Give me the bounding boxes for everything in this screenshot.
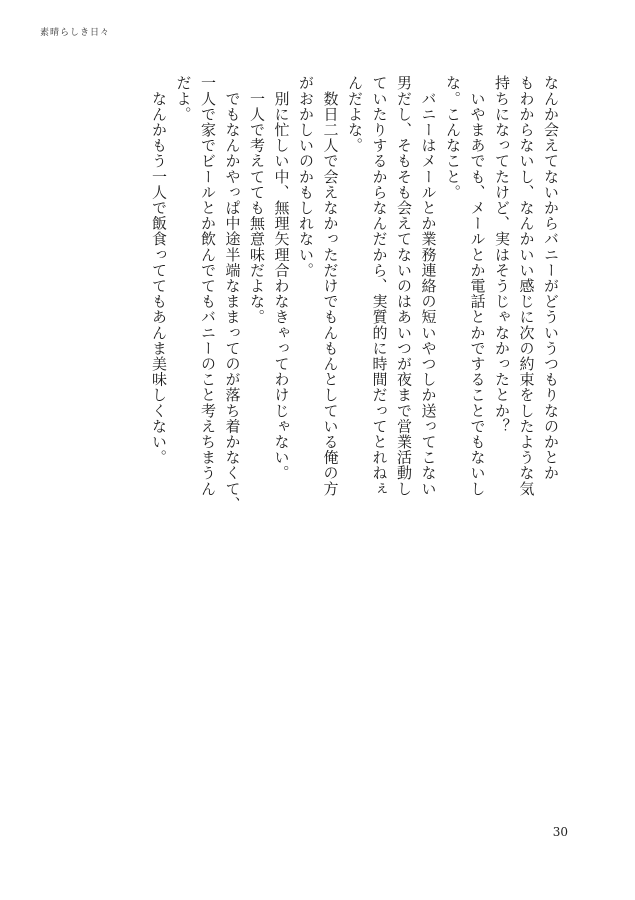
text-line: でもなんかやっぱ中途半端なままってのが落ち着かなくて、 [223,75,242,512]
body-text [147,75,564,535]
text-line: がおかしいのかもしれない。 [297,75,315,278]
text-line: 別に忙しい中、無理矢理合わなきゃってわけじゃない。 [272,75,291,481]
text-line: な。こんなこと。 [444,75,462,200]
text-line: いやまあでも、メールとか電話とかですることでもないし [468,75,487,497]
running-header: 素晴らしき日々 [40,28,111,38]
text-line: 一人で家でビールとか飲んでてもバニーのこと考えちまうん [199,75,217,497]
text-line: 男だし、そもそも会えてないのはあいつが夜まで営業活動し [395,75,413,497]
text-line: ていたりするからなんだから、実質的に時間だってとれねぇ [370,75,389,497]
text-line: なんかもう一人で飯食っててもあんま美味しくない。 [150,75,168,465]
text-line: 持ちになってたけど、実はそうじゃなかったとか？ [493,75,511,434]
text-line: なんか会えてないからバニーがどういうつもりなのかとか [542,75,560,481]
text-line: もわからないし、なんかいい感じに次の約束をしたような気 [517,75,536,497]
page-number: 30 [552,825,568,839]
text-line: バニーはメールとか業務連絡の短いやつしか送ってこない [419,75,438,497]
text-line: んだよな。 [346,75,364,153]
text-line: 数日二人で会えなかっただけでもんもんとしている俺の方 [321,75,340,497]
text-line: だよ。 [174,75,193,122]
text-line: 一人で考えてても無意味だよな。 [248,75,266,325]
